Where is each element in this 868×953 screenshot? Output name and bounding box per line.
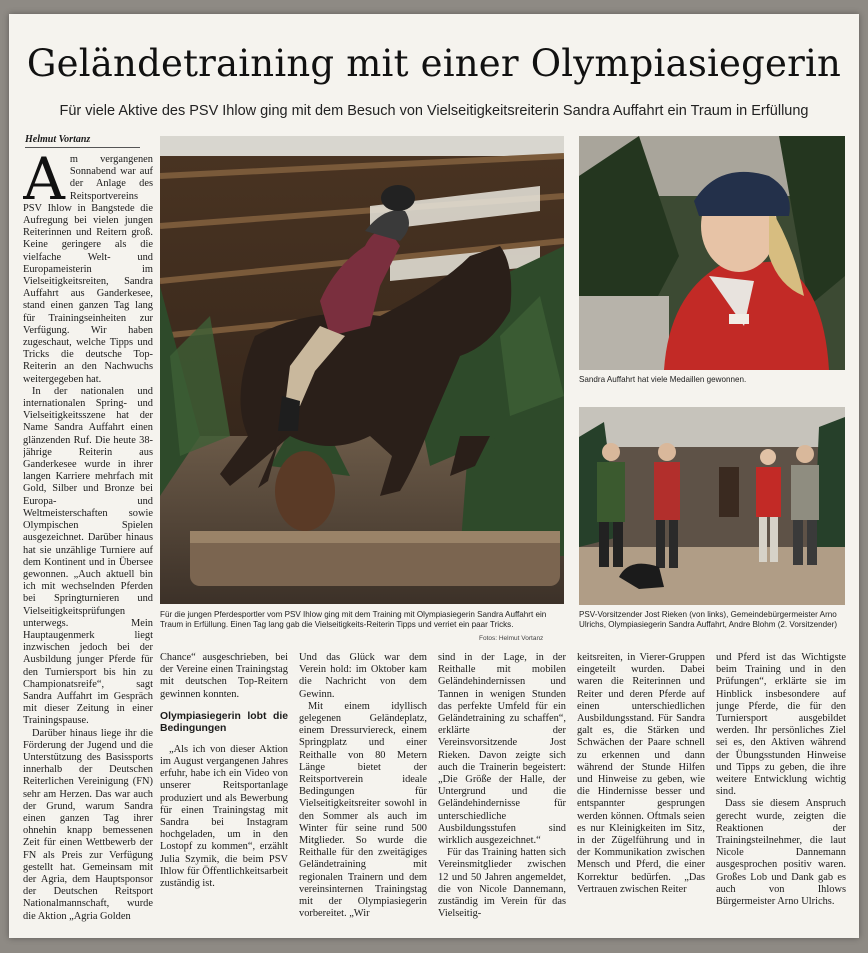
article-column-2 <box>160 652 288 936</box>
portrait-caption: Sandra Auffahrt hat viele Medaillen gewonnen. <box>579 375 747 384</box>
rider-portrait-photo <box>579 136 845 370</box>
photo-credit: Fotos: Helmut Vortanz <box>479 635 544 642</box>
article-paragraph: Chance“ ausgeschrieben, bei der Vereine einen Trainingstag mit deutschen Top-Reitern gewinnen konnten. <box>160 652 288 700</box>
newspaper-page <box>9 14 859 938</box>
article-subheadline: Für viele Aktive des PSV Ihlow ging mit dem Besuch von Vielseitigkeitsreiterin Sandra Auffahrt ein Traum in Erfüllung <box>59 103 809 119</box>
article-paragraph: Mit einem idyllisch gelegenen Geländeplatz, einem Dressurviereck, einem Springplatz und einer Reithalle von 80 Metern Länge bietet der Reitsportverein ideale Bedingungen für Vielseitigkeitsreiter sowohl in den Sommer als auch im Winter für seine rund 500 Mitglieder. So wurde die Reithalle für den zweitägiges Geländetraining mit regionalen Trainern und dem vereinsinternen Trainingstag mit der Olympiasiegerin vorbereitet. „Wir <box>299 700 427 920</box>
article-column-6 <box>716 652 846 936</box>
article-paragraph: Dass sie diesem Anspruch gerecht wurde, zeigten die Reaktionen der Trainingsteilnehmer, die laut Nicole Dannemann ausgesprochen positiv waren. Großes Lob und Dank gab es auch von Ihlows Bürgermeister Arno Ulrichs. <box>716 798 846 908</box>
article-column-1 <box>23 154 153 936</box>
group-caption: PSV-Vorsitzender Jost Rieken (von links), Gemeindebürgermeister Arno Ulrichs, Olympiasiegerin Sandra Auffahrt, Andre Blohm (2. Vorsitzender) <box>579 610 838 630</box>
author-byline: Helmut Vortanz <box>25 134 91 145</box>
article-headline: Geländetraining mit einer Olympiasiegerin <box>26 42 842 85</box>
article-paragraph: und Pferd ist das Wichtigste beim Training und in den Prüfungen“, erklärte sie im Hinblick insbesondere auf junge Pferde, die für den Turniersport ausgebildet werden. Ihr persönliches Ziel sei es, den Aktiven während der Übungsstunden Hinweise und Tipps zu geben, die ihre weitere Entwicklung wichtig sind. <box>716 652 846 798</box>
article-column-3 <box>299 652 427 936</box>
article-column-4 <box>438 652 566 936</box>
article-paragraph: „Als ich von dieser Aktion im August vergangenen Jahres erfuhr, habe ich ein Video von unserer Reitsportanlage produziert und als Bewerbung für einen Trainingstag mit Sandra bei Instagram hochgeladen, um in den Lostopf zu kommen“, erzählt Julia Szymik, die beim PSV Ihlow für Öffentlichkeitsarbeit zuständig ist. <box>160 743 288 890</box>
group-photo <box>579 407 845 605</box>
main-photo-caption: Für die jungen Pferdesportler vom PSV Ihlow ging mit dem Training mit Olympiasiegerin Sandra Auffahrt ein Traum in Erfüllung. Einen Tag lang gab die Vielseitigkeits-Reiterin Tipps und verriet ein paar Tricks. <box>160 610 547 630</box>
article-paragraph: m vergangenen Sonnabend war auf der Anlage des Reitsportvereins PSV Ihlow in Bangstede die Aufregung bei vielen jungen Reiterinnen und Reitern groß. Keine geringere als die vielfache Welt- und Europameisterin im Vielseitigkeitsreiten, Sandra Auffahrt aus Ganderkesee, stand einen ganzen Tag lang für Trainingseinheiten zur Verfügung. Wir haben zugeschaut, welche Tipps und Tricks die deutsche Top-Reiterin an den Nachwuchs weitergegeben hat. <box>23 154 153 385</box>
article-paragraph: Und das Glück war dem Verein hold: im Oktober kam die Nachricht von dem Gewinn. <box>299 652 427 700</box>
article-paragraph: Für das Training hatten sich Vereinsmitglieder zwischen 12 und 50 Jahren angemeldet, die von Nicole Dannemann, zuständig im Verein für das Vielseitig- <box>438 847 566 920</box>
byline-rule <box>25 147 140 148</box>
article-paragraph: In der nationalen und internationalen Spring- und Vielseitigkeitsszene hat der Name Sandra Auffahrt einen glänzenden Ruf. Die heute 38-jährige Reiterin aus Ganderkesee wurde in ihrer langen Karriere mehrfach mit Gold, Silber und Bronze bei Europa- und Weltmeisterschaften sowie Olympischen Spielen ausgezeichnet. Darüber hinaus hat sie unzählige Turniere auf dem Kontinent und in Übersee gewonnen. „Auch aktuell bin ich mit wechselnden Pferden bei Springturnieren und Vielseitigkeitsprüfungen unterwegs. Mein Hauptaugenmerk liegt inzwischen jedoch bei der Ausbildung junger Pferde für den Turniersport bis hin zu Championatsreife“, sagt Sandra Auffahrt im Gespräch mit dieser Zeitung in einer Trainingspause. <box>23 385 153 727</box>
drop-cap: A <box>23 154 65 213</box>
horse-jump-photo <box>160 136 564 604</box>
article-paragraph: Darüber hinaus liege ihr die Förderung der Jugend und die Unterstützung des Basissports innerhalb der Deutschen Reiterlichen Vereinigung (FN) sehr am Herzen. Das war auch der Grund, warum Sandra einen ganzen Tag ihrer ohnehin knapp bemessenen Zeit für einen Wettbewerb der FN als Preis zur Verfügung gestellt hat. Gemeinsam mit der Agria, dem Hauptsponsor der Deutschen Reitsport Nationalmannschaft, wurde die Aktion „Agria Golden <box>23 727 153 922</box>
article-paragraph: keitsreiten, in Vierer-Gruppen eingeteilt wurden. Dabei waren die Reiterinnen und Reiter und deren Pferde auf einen unterschiedlichen Ausbildungsstand. Für Sandra galt es, die Stärken und Schwächen der Paare schnell zu erkennen und dann während der Stunde Hilfen und Hinweise zu geben, wie die Hindernisse besser und entspannter gesprungen werden können. Oftmals seien es nur Kleinigkeiten im Sitz, in der Zügelführung und in der Kommunikation zwischen Mensch und Pferd, die einer Korrektur bedürfen. „Das Vertrauen zwischen Reiter <box>577 652 705 895</box>
section-subheading: Olympiasiegerin lobt die Bedingungen <box>160 710 288 735</box>
article-column-5 <box>577 652 705 936</box>
article-paragraph: sind in der Lage, in der Reithalle mit mobilen Geländehindernissen und Tannen in wenigen Stunden das perfekte Umfeld für ein Geländetraining zu schaffen“, erklärte der Vereinsvorsitzende Jost Rieken. Davon zeigte sich auch die Trainerin begeistert: „Die Größe der Halle, der Untergrund und die Geländehindernisse für unterschiedliche Ausbildungsstufen sind wirklich ausgezeichnet.“ <box>438 652 566 847</box>
